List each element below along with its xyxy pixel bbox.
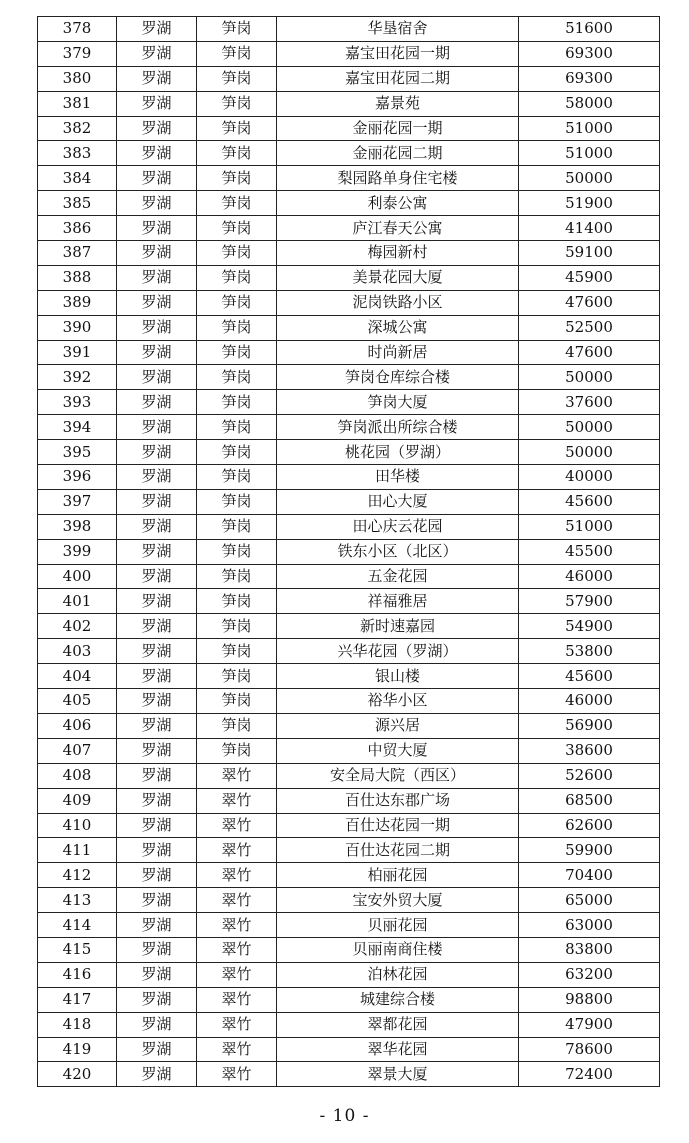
community-name-cell: 五金花园 <box>277 564 519 589</box>
district-cell: 罗湖 <box>117 91 197 116</box>
table-row <box>38 664 660 689</box>
table-row <box>38 838 660 863</box>
street-cell: 翠竹 <box>197 863 277 888</box>
table-row <box>38 987 660 1012</box>
community-name-cell: 贝丽南商住楼 <box>277 937 519 962</box>
row-number-cell: 400 <box>38 564 117 589</box>
row-number-cell: 388 <box>38 265 117 290</box>
row-number-cell: 414 <box>38 913 117 938</box>
table-row <box>38 689 660 714</box>
community-name-cell: 裕华小区 <box>277 689 519 714</box>
row-number-cell: 412 <box>38 863 117 888</box>
district-cell: 罗湖 <box>117 539 197 564</box>
price-cell: 47600 <box>519 340 660 365</box>
table-row <box>38 639 660 664</box>
district-cell: 罗湖 <box>117 415 197 440</box>
community-name-cell: 城建综合楼 <box>277 987 519 1012</box>
price-cell: 63000 <box>519 913 660 938</box>
table-row <box>38 390 660 415</box>
district-cell: 罗湖 <box>117 962 197 987</box>
street-cell: 笋岗 <box>197 265 277 290</box>
table-row <box>38 738 660 763</box>
street-cell: 翠竹 <box>197 838 277 863</box>
street-cell: 笋岗 <box>197 564 277 589</box>
price-cell: 83800 <box>519 937 660 962</box>
row-number-cell: 384 <box>38 166 117 191</box>
community-name-cell: 嘉景苑 <box>277 91 519 116</box>
community-name-cell: 贝丽花园 <box>277 913 519 938</box>
street-cell: 笋岗 <box>197 639 277 664</box>
street-cell: 翠竹 <box>197 813 277 838</box>
price-cell: 59100 <box>519 241 660 266</box>
district-cell: 罗湖 <box>117 689 197 714</box>
row-number-cell: 408 <box>38 763 117 788</box>
price-cell: 51000 <box>519 141 660 166</box>
price-cell: 62600 <box>519 813 660 838</box>
row-number-cell: 407 <box>38 738 117 763</box>
row-number-cell: 378 <box>38 17 117 42</box>
district-cell: 罗湖 <box>117 465 197 490</box>
row-number-cell: 416 <box>38 962 117 987</box>
table-row <box>38 489 660 514</box>
page-number: - 10 - <box>319 1106 370 1126</box>
table-row <box>38 614 660 639</box>
district-cell: 罗湖 <box>117 913 197 938</box>
community-name-cell: 利泰公寓 <box>277 191 519 216</box>
price-cell: 72400 <box>519 1062 660 1087</box>
street-cell: 笋岗 <box>197 41 277 66</box>
community-name-cell: 百仕达花园二期 <box>277 838 519 863</box>
table-row <box>38 763 660 788</box>
district-cell: 罗湖 <box>117 1012 197 1037</box>
street-cell: 翠竹 <box>197 1012 277 1037</box>
district-cell: 罗湖 <box>117 216 197 241</box>
district-cell: 罗湖 <box>117 390 197 415</box>
street-cell: 笋岗 <box>197 340 277 365</box>
price-cell: 45600 <box>519 664 660 689</box>
price-cell: 46000 <box>519 564 660 589</box>
price-cell: 69300 <box>519 41 660 66</box>
community-name-cell: 华垦宿舍 <box>277 17 519 42</box>
community-name-cell: 祥福雅居 <box>277 589 519 614</box>
price-cell: 57900 <box>519 589 660 614</box>
community-name-cell: 梨园路单身住宅楼 <box>277 166 519 191</box>
table-row <box>38 1037 660 1062</box>
district-cell: 罗湖 <box>117 191 197 216</box>
price-cell: 40000 <box>519 465 660 490</box>
row-number-cell: 391 <box>38 340 117 365</box>
district-cell: 罗湖 <box>117 66 197 91</box>
table-row <box>38 141 660 166</box>
street-cell: 笋岗 <box>197 241 277 266</box>
table-row <box>38 17 660 42</box>
district-cell: 罗湖 <box>117 713 197 738</box>
district-cell: 罗湖 <box>117 614 197 639</box>
street-cell: 笋岗 <box>197 216 277 241</box>
table-row <box>38 1062 660 1087</box>
community-name-cell: 泥岗铁路小区 <box>277 290 519 315</box>
table-row <box>38 713 660 738</box>
district-cell: 罗湖 <box>117 788 197 813</box>
row-number-cell: 401 <box>38 589 117 614</box>
row-number-cell: 409 <box>38 788 117 813</box>
street-cell: 笋岗 <box>197 689 277 714</box>
row-number-cell: 397 <box>38 489 117 514</box>
row-number-cell: 405 <box>38 689 117 714</box>
street-cell: 笋岗 <box>197 489 277 514</box>
row-number-cell: 390 <box>38 315 117 340</box>
row-number-cell: 392 <box>38 365 117 390</box>
row-number-cell: 380 <box>38 66 117 91</box>
street-cell: 笋岗 <box>197 66 277 91</box>
community-name-cell: 翠都花园 <box>277 1012 519 1037</box>
community-name-cell: 百仕达花园一期 <box>277 813 519 838</box>
row-number-cell: 382 <box>38 116 117 141</box>
district-cell: 罗湖 <box>117 664 197 689</box>
district-cell: 罗湖 <box>117 241 197 266</box>
table-row <box>38 191 660 216</box>
row-number-cell: 399 <box>38 539 117 564</box>
table-row <box>38 788 660 813</box>
price-cell: 65000 <box>519 888 660 913</box>
street-cell: 笋岗 <box>197 664 277 689</box>
street-cell: 翠竹 <box>197 1062 277 1087</box>
price-cell: 98800 <box>519 987 660 1012</box>
district-cell: 罗湖 <box>117 1062 197 1087</box>
district-cell: 罗湖 <box>117 17 197 42</box>
district-cell: 罗湖 <box>117 987 197 1012</box>
row-number-cell: 398 <box>38 514 117 539</box>
row-number-cell: 402 <box>38 614 117 639</box>
price-cell: 37600 <box>519 390 660 415</box>
community-name-cell: 梅园新村 <box>277 241 519 266</box>
street-cell: 笋岗 <box>197 440 277 465</box>
community-name-cell: 泊林花园 <box>277 962 519 987</box>
community-name-cell: 笋岗派出所综合楼 <box>277 415 519 440</box>
street-cell: 笋岗 <box>197 465 277 490</box>
street-cell: 笋岗 <box>197 166 277 191</box>
price-cell: 51600 <box>519 17 660 42</box>
table-row <box>38 1012 660 1037</box>
street-cell: 笋岗 <box>197 713 277 738</box>
price-cell: 68500 <box>519 788 660 813</box>
street-cell: 笋岗 <box>197 614 277 639</box>
price-cell: 47600 <box>519 290 660 315</box>
district-cell: 罗湖 <box>117 365 197 390</box>
price-cell: 51000 <box>519 514 660 539</box>
street-cell: 翠竹 <box>197 937 277 962</box>
community-name-cell: 金丽花园二期 <box>277 141 519 166</box>
district-cell: 罗湖 <box>117 937 197 962</box>
district-cell: 罗湖 <box>117 863 197 888</box>
row-number-cell: 404 <box>38 664 117 689</box>
community-name-cell: 桃花园（罗湖） <box>277 440 519 465</box>
row-number-cell: 415 <box>38 937 117 962</box>
street-cell: 笋岗 <box>197 290 277 315</box>
table-row <box>38 216 660 241</box>
street-cell: 笋岗 <box>197 17 277 42</box>
price-cell: 51000 <box>519 116 660 141</box>
price-cell: 70400 <box>519 863 660 888</box>
community-name-cell: 银山楼 <box>277 664 519 689</box>
table-row <box>38 91 660 116</box>
street-cell: 笋岗 <box>197 390 277 415</box>
row-number-cell: 417 <box>38 987 117 1012</box>
district-cell: 罗湖 <box>117 813 197 838</box>
price-cell: 38600 <box>519 738 660 763</box>
community-name-cell: 新时速嘉园 <box>277 614 519 639</box>
street-cell: 翠竹 <box>197 1037 277 1062</box>
price-cell: 41400 <box>519 216 660 241</box>
table-row <box>38 962 660 987</box>
row-number-cell: 385 <box>38 191 117 216</box>
community-name-cell: 深城公寓 <box>277 315 519 340</box>
community-name-cell: 中贸大厦 <box>277 738 519 763</box>
price-cell: 50000 <box>519 365 660 390</box>
price-cell: 59900 <box>519 838 660 863</box>
table-row <box>38 290 660 315</box>
table-row <box>38 41 660 66</box>
district-cell: 罗湖 <box>117 489 197 514</box>
table-row <box>38 241 660 266</box>
row-number-cell: 419 <box>38 1037 117 1062</box>
table-row <box>38 564 660 589</box>
district-cell: 罗湖 <box>117 290 197 315</box>
price-cell: 53800 <box>519 639 660 664</box>
street-cell: 笋岗 <box>197 514 277 539</box>
street-cell: 笋岗 <box>197 365 277 390</box>
price-cell: 54900 <box>519 614 660 639</box>
community-name-cell: 田心大厦 <box>277 489 519 514</box>
street-cell: 笋岗 <box>197 141 277 166</box>
table-row <box>38 265 660 290</box>
row-number-cell: 379 <box>38 41 117 66</box>
community-name-cell: 翠景大厦 <box>277 1062 519 1087</box>
table-row <box>38 116 660 141</box>
row-number-cell: 387 <box>38 241 117 266</box>
row-number-cell: 410 <box>38 813 117 838</box>
row-number-cell: 411 <box>38 838 117 863</box>
district-cell: 罗湖 <box>117 763 197 788</box>
district-cell: 罗湖 <box>117 440 197 465</box>
district-cell: 罗湖 <box>117 738 197 763</box>
price-cell: 46000 <box>519 689 660 714</box>
price-cell: 50000 <box>519 415 660 440</box>
community-name-cell: 嘉宝田花园二期 <box>277 66 519 91</box>
community-name-cell: 翠华花园 <box>277 1037 519 1062</box>
street-cell: 笋岗 <box>197 91 277 116</box>
price-cell: 78600 <box>519 1037 660 1062</box>
community-name-cell: 源兴居 <box>277 713 519 738</box>
district-cell: 罗湖 <box>117 838 197 863</box>
street-cell: 翠竹 <box>197 788 277 813</box>
street-cell: 翠竹 <box>197 962 277 987</box>
table-row <box>38 888 660 913</box>
district-cell: 罗湖 <box>117 166 197 191</box>
street-cell: 翠竹 <box>197 763 277 788</box>
price-cell: 56900 <box>519 713 660 738</box>
row-number-cell: 381 <box>38 91 117 116</box>
table-row <box>38 813 660 838</box>
row-number-cell: 406 <box>38 713 117 738</box>
row-number-cell: 413 <box>38 888 117 913</box>
district-cell: 罗湖 <box>117 315 197 340</box>
district-cell: 罗湖 <box>117 340 197 365</box>
district-cell: 罗湖 <box>117 639 197 664</box>
street-cell: 笋岗 <box>197 738 277 763</box>
price-cell: 63200 <box>519 962 660 987</box>
row-number-cell: 389 <box>38 290 117 315</box>
price-cell: 50000 <box>519 440 660 465</box>
district-cell: 罗湖 <box>117 141 197 166</box>
street-cell: 笋岗 <box>197 589 277 614</box>
street-cell: 翠竹 <box>197 913 277 938</box>
table-row <box>38 589 660 614</box>
district-cell: 罗湖 <box>117 514 197 539</box>
row-number-cell: 386 <box>38 216 117 241</box>
street-cell: 笋岗 <box>197 191 277 216</box>
price-cell: 45600 <box>519 489 660 514</box>
community-name-cell: 笋岗大厦 <box>277 390 519 415</box>
community-name-cell: 田心庆云花园 <box>277 514 519 539</box>
table-row <box>38 315 660 340</box>
price-cell: 47900 <box>519 1012 660 1037</box>
row-number-cell: 395 <box>38 440 117 465</box>
price-cell: 52600 <box>519 763 660 788</box>
community-name-cell: 嘉宝田花园一期 <box>277 41 519 66</box>
price-cell: 51900 <box>519 191 660 216</box>
community-name-cell: 笋岗仓库综合楼 <box>277 365 519 390</box>
community-name-cell: 百仕达东郡广场 <box>277 788 519 813</box>
district-cell: 罗湖 <box>117 564 197 589</box>
row-number-cell: 396 <box>38 465 117 490</box>
community-name-cell: 安全局大院（西区） <box>277 763 519 788</box>
table-row <box>38 937 660 962</box>
table-row <box>38 465 660 490</box>
price-cell: 58000 <box>519 91 660 116</box>
table-row <box>38 539 660 564</box>
street-cell: 笋岗 <box>197 539 277 564</box>
row-number-cell: 418 <box>38 1012 117 1037</box>
housing-price-table <box>37 16 660 1087</box>
table-row <box>38 863 660 888</box>
community-name-cell: 宝安外贸大厦 <box>277 888 519 913</box>
table-row <box>38 365 660 390</box>
community-name-cell: 庐江春天公寓 <box>277 216 519 241</box>
community-name-cell: 铁东小区（北区） <box>277 539 519 564</box>
community-name-cell: 田华楼 <box>277 465 519 490</box>
district-cell: 罗湖 <box>117 116 197 141</box>
table-row <box>38 415 660 440</box>
district-cell: 罗湖 <box>117 41 197 66</box>
street-cell: 翠竹 <box>197 888 277 913</box>
price-cell: 69300 <box>519 66 660 91</box>
table-row <box>38 66 660 91</box>
community-name-cell: 美景花园大厦 <box>277 265 519 290</box>
community-name-cell: 兴华花园（罗湖） <box>277 639 519 664</box>
table-row <box>38 514 660 539</box>
street-cell: 笋岗 <box>197 415 277 440</box>
row-number-cell: 420 <box>38 1062 117 1087</box>
community-name-cell: 金丽花园一期 <box>277 116 519 141</box>
table-row <box>38 913 660 938</box>
price-cell: 45500 <box>519 539 660 564</box>
row-number-cell: 403 <box>38 639 117 664</box>
row-number-cell: 383 <box>38 141 117 166</box>
row-number-cell: 393 <box>38 390 117 415</box>
row-number-cell: 394 <box>38 415 117 440</box>
street-cell: 笋岗 <box>197 315 277 340</box>
price-cell: 52500 <box>519 315 660 340</box>
table-row <box>38 166 660 191</box>
table-row <box>38 340 660 365</box>
district-cell: 罗湖 <box>117 589 197 614</box>
price-cell: 45900 <box>519 265 660 290</box>
community-name-cell: 时尚新居 <box>277 340 519 365</box>
district-cell: 罗湖 <box>117 1037 197 1062</box>
district-cell: 罗湖 <box>117 265 197 290</box>
district-cell: 罗湖 <box>117 888 197 913</box>
price-cell: 50000 <box>519 166 660 191</box>
community-name-cell: 柏丽花园 <box>277 863 519 888</box>
table-body <box>38 17 660 1087</box>
street-cell: 翠竹 <box>197 987 277 1012</box>
table-row <box>38 440 660 465</box>
street-cell: 笋岗 <box>197 116 277 141</box>
